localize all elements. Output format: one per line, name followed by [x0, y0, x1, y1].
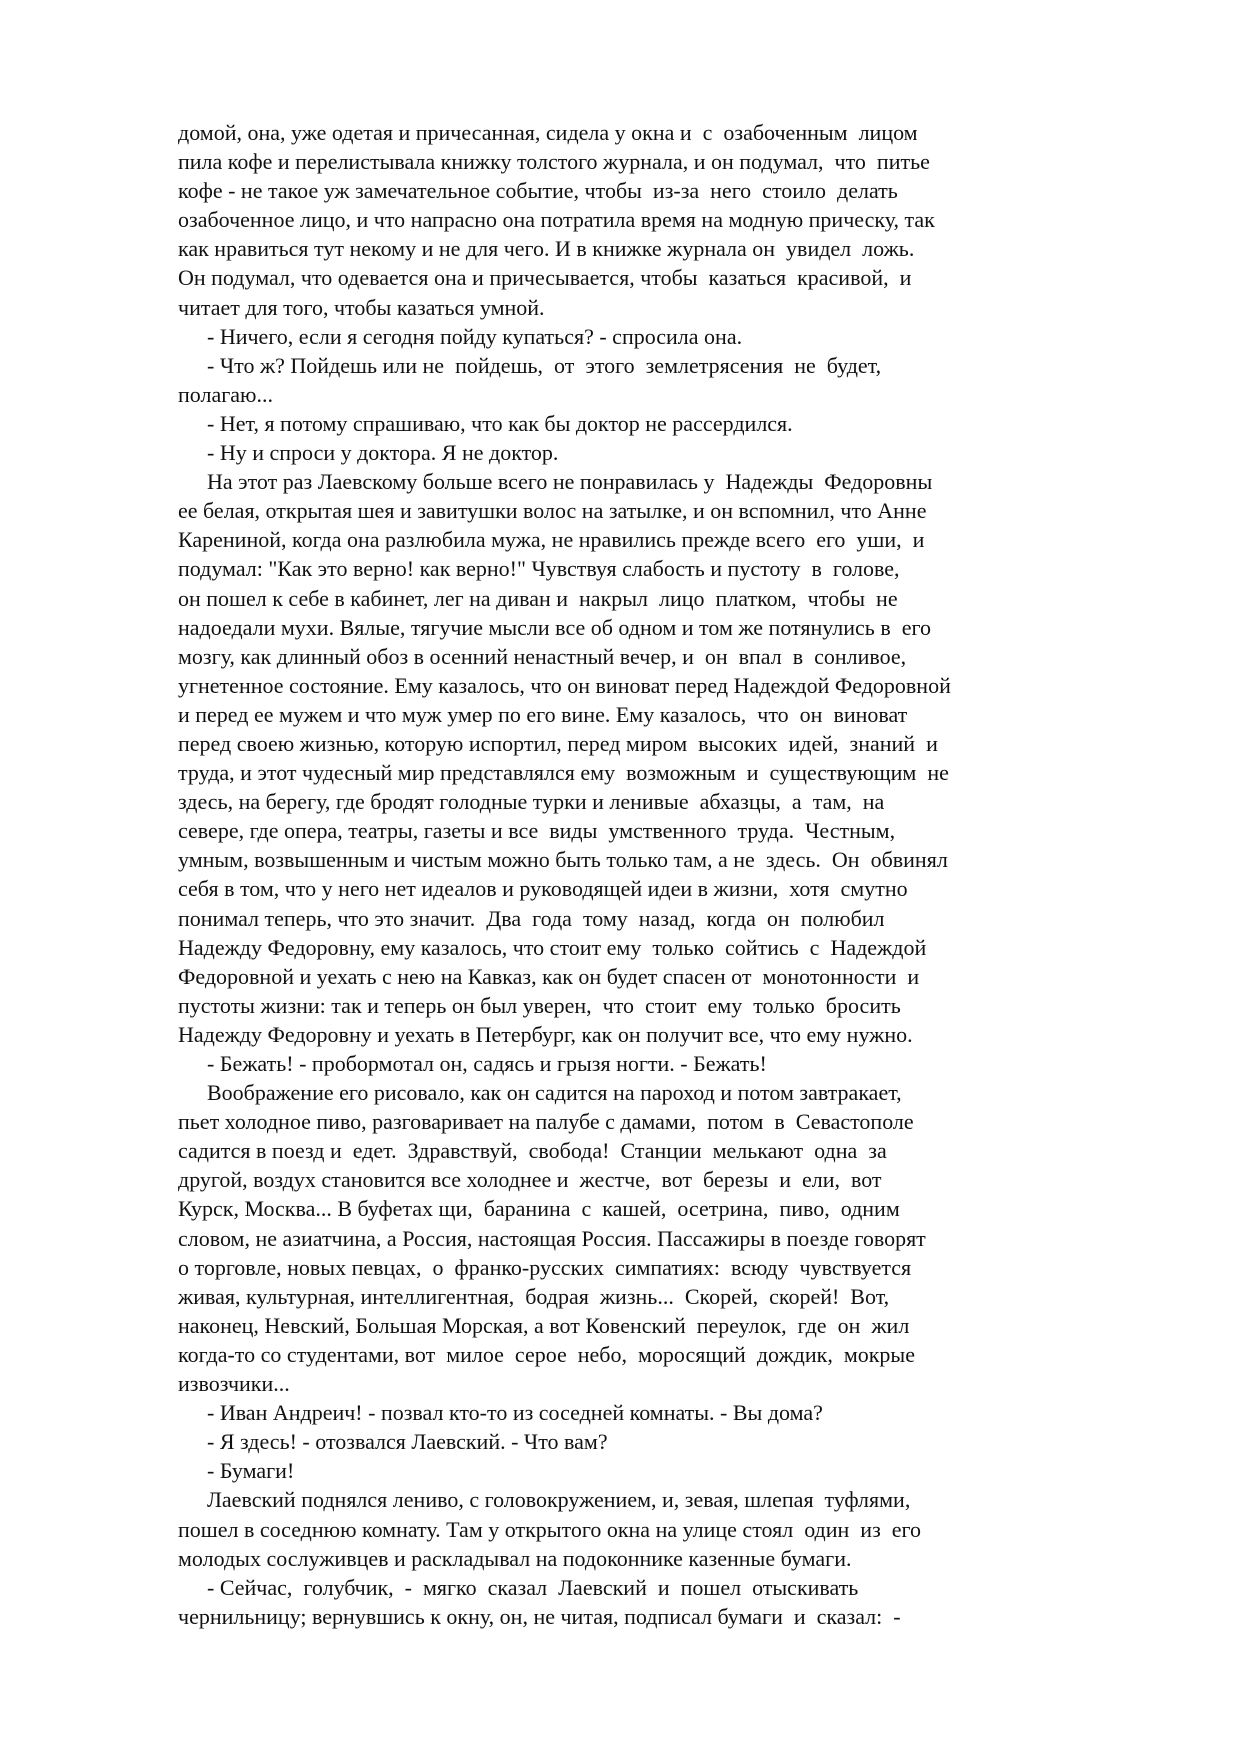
text-line: читает для того, чтобы казаться умной. — [178, 294, 545, 320]
text-line: перед своею жизнью, которую испортил, перед миром высоких идей, знаний и — [178, 730, 938, 756]
text-line: как нравиться тут некому и не для чего. И в книжке журнала он увидел ложь. — [178, 236, 915, 262]
text-line: озабоченное лицо, и что напрасно она потратила время на модную прическу, так — [178, 207, 935, 233]
text-line: - Бумаги! — [207, 1458, 295, 1484]
text-line: ее белая, открытая шея и завитушки волос на затылке, и он вспомнил, что Анне — [178, 498, 927, 524]
text-line: - Сейчас, голубчик, - мягко сказал Лаевский и пошел отыскивать — [207, 1574, 859, 1600]
text-line: мозгу, как длинный обоз в осенний ненастный вечер, и он впал в сонливое, — [178, 643, 907, 669]
text-line: кофе - не такое уж замечательное событие, чтобы из-за него стоило делать — [178, 178, 898, 204]
text-line: пошел в соседнюю комнату. Там у открытого окна на улице стоял один из его — [178, 1516, 922, 1542]
text-line: он пошел к себе в кабинет, лег на диван и накрыл лицо платком, чтобы не — [178, 585, 898, 611]
text-line: Он подумал, что одевается она и причесывается, чтобы казаться красивой, и — [178, 265, 912, 291]
text-line: полагаю... — [178, 381, 273, 407]
text-line: себя в том, что у него нет идеалов и руководящей идеи в жизни, хотя смутно — [178, 876, 908, 902]
text-line: - Бежать! - пробормотал он, садясь и грызя ногти. - Бежать! — [207, 1051, 767, 1076]
text-line: - Я здесь! - отозвался Лаевский. - Что вам? — [207, 1429, 608, 1455]
text-line: подумал: "Как это верно! как верно!" Чувствуя слабость и пустоту в голове, — [178, 556, 900, 582]
text-line: словом, не азиатчина, а Россия, настоящая Россия. Пассажиры в поезде говорят — [178, 1225, 926, 1251]
text-line: наконец, Невский, Большая Морская, а вот Ковенский переулок, где он жил — [178, 1312, 910, 1338]
text-line: Воображение его рисовало, как он садится на пароход и потом завтракает, — [207, 1080, 902, 1106]
text-line: труда, и этот чудесный мир представлялся ему возможным и существующим не — [178, 760, 949, 786]
text-line: Федоровной и уехать с нею на Кавказ, как он будет спасен от монотонности и — [178, 963, 920, 989]
text-line: домой, она, уже одетая и причесанная, сидела у окна и с озабоченным лицом — [178, 120, 918, 145]
text-line: пустоты жизни: так и теперь он был уверен, что стоит ему только бросить — [178, 992, 901, 1018]
text-line: здесь, на берегу, где бродят голодные турки и ленивые абхазцы, а там, на — [178, 789, 885, 815]
text-line: молодых сослуживцев и раскладывал на подоконнике казенные бумаги. — [178, 1545, 852, 1571]
text-line: живая, культурная, интеллигентная, бодрая жизнь... Скорей, скорей! Вот, — [178, 1283, 890, 1309]
text-line: угнетенное состояние. Ему казалось, что он виноват перед Надеждой Федоровной — [178, 672, 951, 698]
text-line: садится в поезд и едет. Здравствуй, свобода! Станции мелькают одна за — [178, 1138, 887, 1164]
text-line: и перед ее мужем и что муж умер по его вине. Ему казалось, что он виноват — [178, 701, 908, 727]
document-body — [178, 118, 1078, 1631]
text-line: о торговле, новых певцах, о франко-русских симпатиях: всюду чувствуется — [178, 1254, 912, 1280]
text-line: - Иван Андреич! - позвал кто-то из соседней комнаты. - Вы дома? — [207, 1400, 823, 1426]
text-line: На этот раз Лаевскому больше всего не понравилась у Надежды Федоровны — [207, 469, 933, 495]
text-line: когда-то со студентами, вот милое серое небо, моросящий дождик, мокрые — [178, 1341, 915, 1367]
text-line: - Что ж? Пойдешь или не пойдешь, от этого землетрясения не будет, — [207, 352, 882, 378]
text-line: Надежду Федоровну, ему казалось, что стоит ему только сойтись с Надеждой — [178, 934, 927, 960]
text-line: понимал теперь, что это значит. Два года тому назад, когда он полюбил — [178, 905, 885, 931]
text-line: пила кофе и перелистывала книжку толстого журнала, и он подумал, что питье — [178, 149, 930, 175]
text-line: Лаевский поднялся лениво, с головокружением, и, зевая, шлепая туфлями, — [207, 1487, 911, 1513]
text-line: умным, возвышенным и чистым можно быть только там, а не здесь. Он обвинял — [178, 847, 948, 873]
text-line: севере, где опера, театры, газеты и все виды умственного труда. Честным, — [178, 818, 896, 844]
text-line: извозчики... — [178, 1371, 290, 1397]
text-line: Карениной, когда она разлюбила мужа, не нравились прежде всего его уши, и — [178, 527, 925, 553]
text-line: другой, воздух становится все холоднее и жестче, вот березы и ели, вот — [178, 1167, 882, 1193]
text-line: пьет холодное пиво, разговаривает на палубе с дамами, потом в Севастополе — [178, 1109, 914, 1135]
text-line: Курск, Москва... В буфетах щи, баранина с кашей, осетрина, пиво, одним — [178, 1196, 900, 1222]
text-line: надоедали мухи. Вялые, тягучие мысли все об одном и том же потянулись в его — [178, 614, 931, 640]
text-line: - Нет, я потому спрашиваю, что как бы доктор не рассердился. — [207, 410, 793, 436]
text-line: - Ничего, если я сегодня пойду купаться? - спросила она. — [207, 323, 743, 349]
text-line: Надежду Федоровну и уехать в Петербург, как он получит все, что ему нужно. — [178, 1021, 913, 1047]
text-line: чернильницу; вернувшись к окну, он, не читая, подписал бумаги и сказал: - — [178, 1603, 901, 1629]
text-line: - Ну и спроси у доктора. Я не доктор. — [207, 440, 559, 466]
